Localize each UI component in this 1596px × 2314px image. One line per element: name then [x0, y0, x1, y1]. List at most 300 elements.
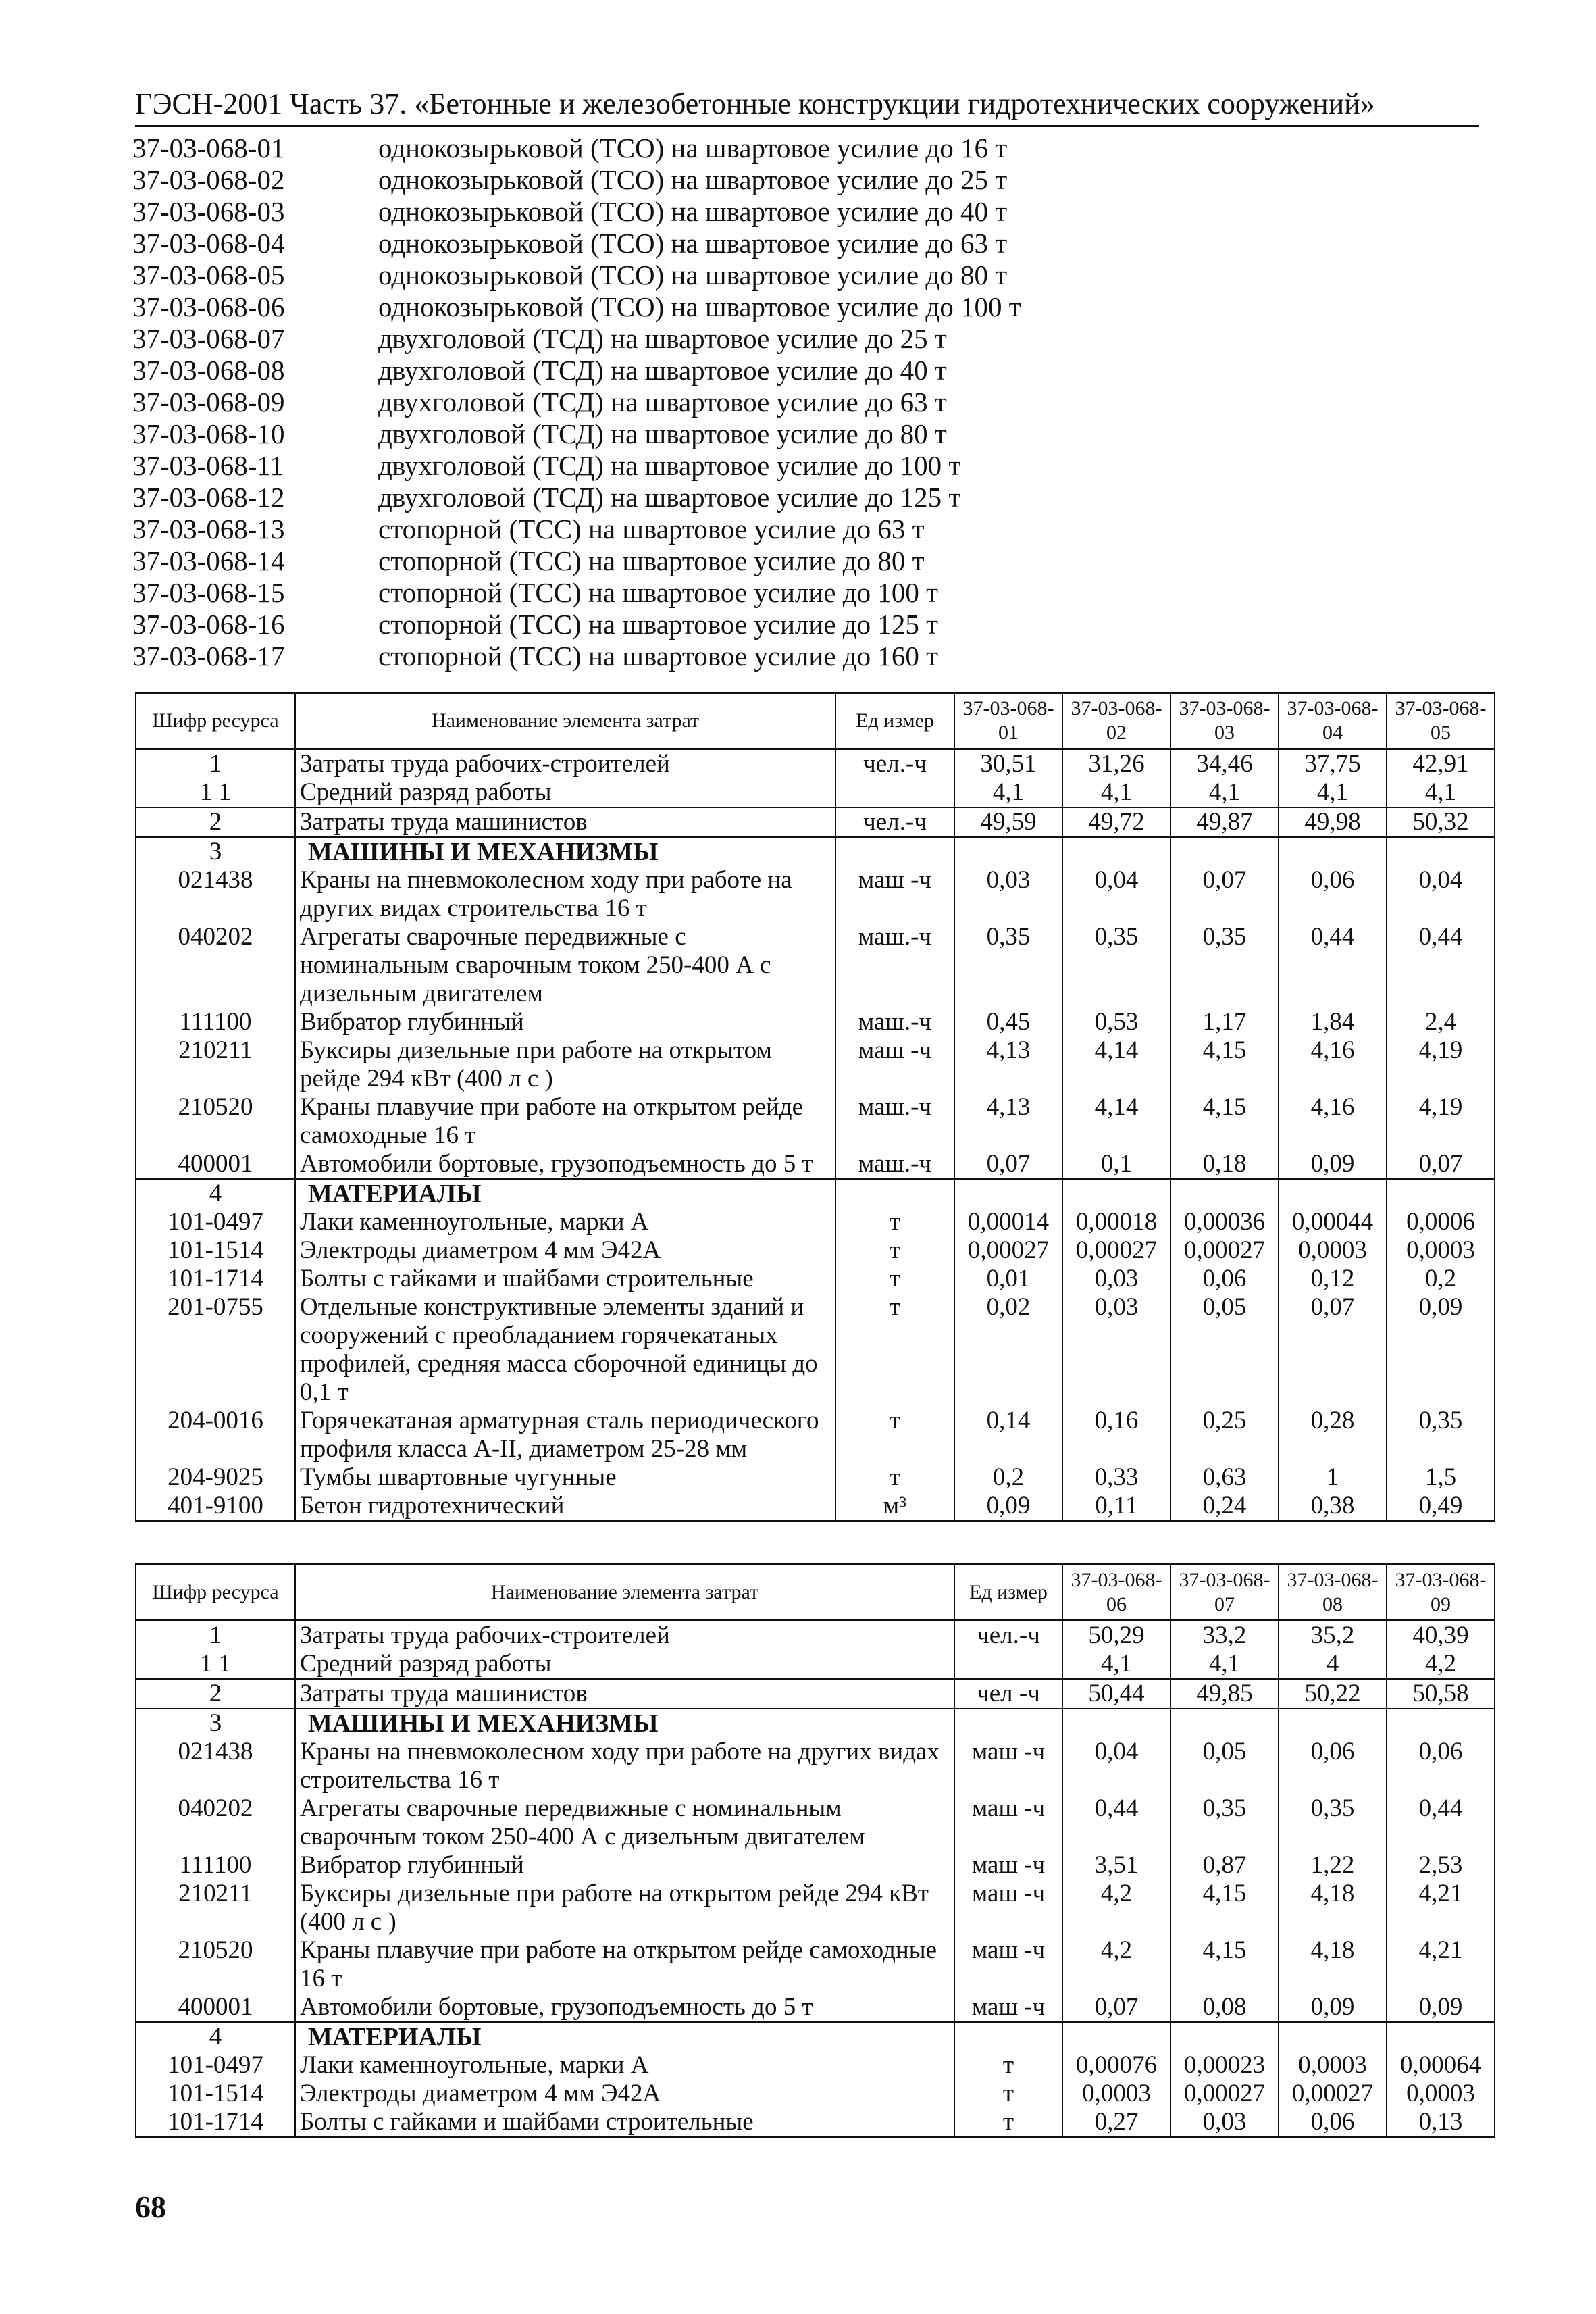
norm-value: 0,63 — [1170, 1463, 1279, 1492]
cost-element-name: МАШИНЫ И МЕХАНИЗМЫ — [295, 1709, 954, 1738]
header-norm-code: 37-03-068-05 — [1387, 693, 1495, 749]
item-code: 37-03-068-16 — [132, 609, 285, 640]
norm-value: 4,14 — [1062, 1036, 1170, 1093]
norm-value: 0,06 — [1170, 1265, 1279, 1293]
table-header-row — [136, 693, 1495, 749]
norm-value: 0,00076 — [1062, 2051, 1170, 2080]
norm-value: 0,00018 — [1062, 1208, 1170, 1236]
item-code: 37-03-068-12 — [132, 482, 285, 513]
unit-of-measure: чел.-ч — [835, 807, 954, 837]
norm-value: 0,44 — [1387, 1794, 1495, 1851]
norm-value: 4,1 — [954, 778, 1062, 807]
norm-value: 0,00036 — [1170, 1208, 1279, 1236]
item-description: стопорной (ТСС) на швартовое усилие до 100 т — [378, 577, 939, 608]
item-description: двухголовой (ТСД) на швартовое усилие до 100 т — [378, 450, 961, 481]
unit-of-measure: т — [835, 1265, 954, 1293]
cost-element-name: Лаки каменноугольные, марки А — [295, 2051, 954, 2080]
norm-value: 0,04 — [1062, 866, 1170, 923]
unit-of-measure — [954, 1709, 1062, 1738]
item-code: 37-03-068-13 — [132, 513, 285, 545]
norm-value: 4,1 — [1062, 1650, 1170, 1679]
norm-value: 4,16 — [1279, 1093, 1387, 1150]
code-list-item — [132, 228, 1483, 259]
cost-element-name: Затраты труда машинистов — [295, 807, 835, 837]
norm-value: 0,06 — [1279, 2108, 1387, 2138]
item-description: двухголовой (ТСД) на швартовое усилие до 40 т — [378, 355, 947, 386]
resource-code: 3 — [136, 837, 295, 866]
cost-element-name: Краны плавучие при работе на открытом рейде самоходные 16 т — [295, 1936, 954, 1993]
unit-of-measure: т — [954, 2080, 1062, 2108]
norm-value — [1279, 1179, 1387, 1208]
norm-value — [1387, 2022, 1495, 2051]
unit-of-measure: т — [835, 1208, 954, 1236]
item-description: двухголовой (ТСД) на швартовое усилие до 25 т — [378, 323, 947, 354]
norm-value: 2,4 — [1387, 1008, 1495, 1036]
norm-value: 0,13 — [1387, 2108, 1495, 2138]
norm-value: 0,00044 — [1279, 1208, 1387, 1236]
item-description: стопорной (ТСС) на швартовое усилие до 160 т — [378, 640, 939, 672]
table-header-row — [136, 1565, 1495, 1621]
norm-value: 0,16 — [1062, 1407, 1170, 1463]
norm-value: 4,21 — [1387, 1936, 1495, 1993]
unit-of-measure: т — [954, 2108, 1062, 2138]
unit-of-measure: маш -ч — [954, 1851, 1062, 1880]
code-list-item — [132, 418, 1483, 450]
unit-of-measure: маш.-ч — [835, 923, 954, 1008]
table-row — [136, 1463, 1495, 1492]
item-description: однокозырьковой (ТСО) на швартовое усилие до 25 т — [378, 164, 1008, 195]
item-code: 37-03-068-01 — [132, 132, 285, 164]
norm-value: 0,06 — [1387, 1738, 1495, 1794]
header-code: Шифр ресурса — [136, 693, 295, 749]
norm-value: 49,85 — [1170, 1679, 1279, 1709]
resource-code: 400001 — [136, 1993, 295, 2022]
norm-value: 50,22 — [1279, 1679, 1387, 1709]
norm-value: 49,72 — [1062, 807, 1170, 837]
norm-value: 0,07 — [1387, 1150, 1495, 1179]
table-row — [136, 1936, 1495, 1993]
item-code: 37-03-068-05 — [132, 259, 285, 291]
cost-element-name: МАШИНЫ И МЕХАНИЗМЫ — [295, 837, 835, 866]
table-row — [136, 1150, 1495, 1179]
cost-element-name: Краны на пневмоколесном ходу при работе на других видах строительства 16 т — [295, 1738, 954, 1794]
norm-value: 1,22 — [1279, 1851, 1387, 1880]
item-description: стопорной (ТСС) на швартовое усилие до 125 т — [378, 609, 939, 640]
cost-element-name: Бетон гидротехнический — [295, 1492, 835, 1521]
norm-value: 0,49 — [1387, 1492, 1495, 1521]
norm-value: 1,84 — [1279, 1008, 1387, 1036]
norm-value: 0,00027 — [1170, 1236, 1279, 1265]
table-row — [136, 1679, 1495, 1709]
norm-value: 0,06 — [1279, 1738, 1387, 1794]
table-row — [136, 2080, 1495, 2108]
page-header: ГЭСН-2001 Часть 37. «Бетонные и железобетонные конструкции гидротехнических сооружений» — [135, 86, 1479, 127]
item-code: 37-03-068-14 — [132, 545, 285, 576]
item-description: стопорной (ТСС) на швартовое усилие до 63 т — [378, 513, 925, 545]
code-list-item — [132, 164, 1483, 196]
norm-value: 35,2 — [1279, 1621, 1387, 1651]
unit-of-measure — [954, 1650, 1062, 1679]
norm-value: 0,07 — [954, 1150, 1062, 1179]
table-row — [136, 1492, 1495, 1521]
norm-value: 0,03 — [1170, 2108, 1279, 2138]
norm-value — [954, 1179, 1062, 1208]
norm-value: 0,35 — [1170, 923, 1279, 1008]
norm-value: 0,2 — [1387, 1265, 1495, 1293]
unit-of-measure: т — [835, 1293, 954, 1407]
item-description: однокозырьковой (ТСО) на швартовое усилие до 40 т — [378, 196, 1008, 227]
norm-value: 0,09 — [1279, 1993, 1387, 2022]
resource-code: 2 — [136, 807, 295, 837]
norm-value: 0,05 — [1170, 1293, 1279, 1407]
cost-element-name: Средний разряд работы — [295, 778, 835, 807]
page-number: 68 — [135, 2190, 166, 2224]
norm-value: 0,03 — [1062, 1293, 1170, 1407]
norm-value: 4,13 — [954, 1036, 1062, 1093]
section-row — [136, 1709, 1495, 1738]
norm-value — [1279, 837, 1387, 866]
norm-value: 0,0003 — [1387, 1236, 1495, 1265]
norm-value: 4,15 — [1170, 1880, 1279, 1936]
norm-value: 0,33 — [1062, 1463, 1170, 1492]
item-description: стопорной (ТСС) на швартовое усилие до 80 т — [378, 545, 925, 576]
norm-value: 0,00027 — [1062, 1236, 1170, 1265]
item-code: 37-03-068-09 — [132, 386, 285, 418]
unit-of-measure: т — [835, 1463, 954, 1492]
norm-value: 4,2 — [1062, 1936, 1170, 1993]
norm-value: 4,1 — [1387, 778, 1495, 807]
item-description: двухголовой (ТСД) на швартовое усилие до 63 т — [378, 386, 947, 418]
norm-value: 4,18 — [1279, 1936, 1387, 1993]
norm-value: 33,2 — [1170, 1621, 1279, 1651]
unit-of-measure — [954, 2022, 1062, 2051]
norm-value: 4,15 — [1170, 1093, 1279, 1150]
norm-value: 4,18 — [1279, 1880, 1387, 1936]
table-row — [136, 1208, 1495, 1236]
resource-code: 210211 — [136, 1036, 295, 1093]
resource-code: 040202 — [136, 923, 295, 1008]
resource-code: 101-1714 — [136, 2108, 295, 2138]
item-code: 37-03-068-02 — [132, 164, 285, 195]
norm-value: 0,35 — [1279, 1794, 1387, 1851]
table-row — [136, 1621, 1495, 1651]
norm-value — [1062, 2022, 1170, 2051]
table-row — [136, 749, 1495, 779]
unit-of-measure: маш -ч — [954, 1880, 1062, 1936]
norm-value — [1387, 1179, 1495, 1208]
norm-value — [1170, 837, 1279, 866]
cost-element-name: МАТЕРИАЛЫ — [295, 1179, 835, 1208]
resource-code: 210211 — [136, 1880, 295, 1936]
norm-value: 50,29 — [1062, 1621, 1170, 1651]
cost-element-name: Затраты труда рабочих-строителей — [295, 749, 835, 779]
code-list-item — [132, 577, 1483, 609]
header-norm-code: 37-03-068-02 — [1062, 693, 1170, 749]
norm-value: 0,38 — [1279, 1492, 1387, 1521]
norm-value: 0,0003 — [1387, 2080, 1495, 2108]
section-row — [136, 837, 1495, 866]
item-code: 37-03-068-03 — [132, 196, 285, 227]
cost-element-name: Краны на пневмоколесном ходу при работе на других видах строительства 16 т — [295, 866, 835, 923]
unit-of-measure: маш.-ч — [835, 1150, 954, 1179]
norm-value: 0,00027 — [954, 1236, 1062, 1265]
table-row — [136, 1738, 1495, 1794]
code-list-item — [132, 609, 1483, 640]
norm-value: 1,5 — [1387, 1463, 1495, 1492]
norm-value: 49,87 — [1170, 807, 1279, 837]
code-list-item — [132, 132, 1483, 164]
table-row — [136, 2108, 1495, 2138]
item-description: двухголовой (ТСД) на швартовое усилие до 125 т — [378, 482, 961, 513]
norm-value: 0,02 — [954, 1293, 1062, 1407]
code-list-item — [132, 640, 1483, 672]
norm-value — [1387, 837, 1495, 866]
resource-code: 400001 — [136, 1150, 295, 1179]
resource-code: 101-1514 — [136, 1236, 295, 1265]
header-name: Наименование элемента затрат — [295, 693, 835, 749]
norm-value: 0,87 — [1170, 1851, 1279, 1880]
header-code: Шифр ресурса — [136, 1565, 295, 1621]
resource-code: 021438 — [136, 866, 295, 923]
cost-element-name: Болты с гайками и шайбами строительные — [295, 2108, 954, 2138]
norm-value: 0,00014 — [954, 1208, 1062, 1236]
table-row — [136, 1236, 1495, 1265]
norm-value: 0,09 — [1279, 1150, 1387, 1179]
resource-code: 201-0755 — [136, 1293, 295, 1407]
code-list-item — [132, 513, 1483, 545]
norm-value: 0,00023 — [1170, 2051, 1279, 2080]
table-row — [136, 1036, 1495, 1093]
norm-value: 4,16 — [1279, 1036, 1387, 1093]
resource-code: 210520 — [136, 1093, 295, 1150]
table-row — [136, 1407, 1495, 1463]
norm-value: 4,19 — [1387, 1036, 1495, 1093]
norm-value: 0,44 — [1279, 923, 1387, 1008]
resource-code: 4 — [136, 2022, 295, 2051]
resource-code: 101-1714 — [136, 1265, 295, 1293]
cost-element-name: Агрегаты сварочные передвижные с номинальным сварочным током 250-400 А с дизельным двигателем — [295, 923, 835, 1008]
unit-of-measure: т — [954, 2051, 1062, 2080]
norm-value: 0,45 — [954, 1008, 1062, 1036]
cost-element-name: Тумбы швартовные чугунные — [295, 1463, 835, 1492]
code-list — [132, 132, 1483, 672]
norm-value: 4,1 — [1279, 778, 1387, 807]
code-list-item — [132, 482, 1483, 513]
table-row — [136, 1265, 1495, 1293]
norm-value: 4,15 — [1170, 1936, 1279, 1993]
norm-value: 0,09 — [1387, 1293, 1495, 1407]
cost-element-name: Горячекатаная арматурная сталь периодического профиля класса А-II, диаметром 25-28 мм — [295, 1407, 835, 1463]
unit-of-measure: м³ — [835, 1492, 954, 1521]
unit-of-measure: маш -ч — [954, 1936, 1062, 1993]
unit-of-measure: маш -ч — [954, 1794, 1062, 1851]
norm-value: 0,25 — [1170, 1407, 1279, 1463]
unit-of-measure: маш -ч — [954, 1738, 1062, 1794]
cost-element-name: Автомобили бортовые, грузоподъемность до 5 т — [295, 1150, 835, 1179]
norm-value: 42,91 — [1387, 749, 1495, 779]
norm-value: 40,39 — [1387, 1621, 1495, 1651]
norm-value: 0,27 — [1062, 2108, 1170, 2138]
norm-value: 4,2 — [1062, 1880, 1170, 1936]
norm-value: 0,00027 — [1279, 2080, 1387, 2108]
norm-value — [1170, 2022, 1279, 2051]
cost-element-name: Вибратор глубинный — [295, 1008, 835, 1036]
cost-element-name: Затраты труда машинистов — [295, 1679, 954, 1709]
item-code: 37-03-068-10 — [132, 418, 285, 449]
header-name: Наименование элемента затрат — [295, 1565, 954, 1621]
norm-value: 0,03 — [1062, 1265, 1170, 1293]
item-description: двухголовой (ТСД) на швартовое усилие до 80 т — [378, 418, 947, 449]
norm-value: 0,35 — [954, 923, 1062, 1008]
resource-code: 1 1 — [136, 778, 295, 807]
code-list-item — [132, 386, 1483, 418]
table-row — [136, 1008, 1495, 1036]
section-row — [136, 1179, 1495, 1208]
norm-value: 0,44 — [1387, 923, 1495, 1008]
norm-value: 3,51 — [1062, 1851, 1170, 1880]
table-row — [136, 1093, 1495, 1150]
norm-value: 30,51 — [954, 749, 1062, 779]
norm-value: 34,46 — [1170, 749, 1279, 779]
header-norm-code: 37-03-068-01 — [954, 693, 1062, 749]
cost-element-name: Краны плавучие при работе на открытом рейде самоходные 16 т — [295, 1093, 835, 1150]
unit-of-measure: т — [835, 1236, 954, 1265]
resource-code: 1 — [136, 749, 295, 779]
unit-of-measure — [835, 778, 954, 807]
norm-value — [1062, 1709, 1170, 1738]
resource-code: 4 — [136, 1179, 295, 1208]
cost-element-name: Средний разряд работы — [295, 1650, 954, 1679]
resource-code: 2 — [136, 1679, 295, 1709]
norm-value: 0,03 — [954, 866, 1062, 923]
norm-value — [1279, 2022, 1387, 2051]
resource-table-1 — [135, 692, 1495, 1522]
table-row — [136, 2051, 1495, 2080]
norm-value: 50,32 — [1387, 807, 1495, 837]
table-row — [136, 1650, 1495, 1679]
norm-value: 0,35 — [1170, 1794, 1279, 1851]
norm-value — [1170, 1179, 1279, 1208]
norm-value: 0,04 — [1062, 1738, 1170, 1794]
code-list-item — [132, 323, 1483, 355]
norm-value: 0,0003 — [1279, 1236, 1387, 1265]
norm-value: 4,1 — [1062, 778, 1170, 807]
norm-value: 49,98 — [1279, 807, 1387, 837]
cost-element-name: Автомобили бортовые, грузоподъемность до 5 т — [295, 1993, 954, 2022]
table-row — [136, 923, 1495, 1008]
norm-value: 4,13 — [954, 1093, 1062, 1150]
table-row — [136, 807, 1495, 837]
norm-value: 0,28 — [1279, 1407, 1387, 1463]
table-row — [136, 1851, 1495, 1880]
norm-value: 0,04 — [1387, 866, 1495, 923]
norm-value: 0,07 — [1062, 1993, 1170, 2022]
resource-code: 111100 — [136, 1851, 295, 1880]
norm-value: 0,12 — [1279, 1265, 1387, 1293]
resource-code: 101-0497 — [136, 2051, 295, 2080]
table-row — [136, 778, 1495, 807]
norm-value: 4,21 — [1387, 1880, 1495, 1936]
resource-code: 401-9100 — [136, 1492, 295, 1521]
resource-code: 204-0016 — [136, 1407, 295, 1463]
norm-value: 49,59 — [954, 807, 1062, 837]
item-description: однокозырьковой (ТСО) на швартовое усилие до 63 т — [378, 228, 1008, 259]
norm-value: 0,1 — [1062, 1150, 1170, 1179]
item-code: 37-03-068-06 — [132, 291, 285, 322]
resource-code: 111100 — [136, 1008, 295, 1036]
norm-value — [1170, 1709, 1279, 1738]
norm-value: 0,0003 — [1279, 2051, 1387, 2080]
unit-of-measure: чел.-ч — [954, 1621, 1062, 1651]
code-list-item — [132, 259, 1483, 291]
cost-element-name: Электроды диаметром 4 мм Э42А — [295, 2080, 954, 2108]
norm-value — [954, 837, 1062, 866]
item-description: однокозырьковой (ТСО) на швартовое усилие до 100 т — [378, 291, 1021, 322]
norm-value: 0,07 — [1170, 866, 1279, 923]
resource-code: 101-0497 — [136, 1208, 295, 1236]
item-code: 37-03-068-04 — [132, 228, 285, 259]
resource-code: 210520 — [136, 1936, 295, 1993]
norm-value: 0,05 — [1170, 1738, 1279, 1794]
header-unit: Ед измер — [835, 693, 954, 749]
section-row — [136, 2022, 1495, 2051]
item-code: 37-03-068-15 — [132, 577, 285, 608]
norm-value: 0,01 — [954, 1265, 1062, 1293]
norm-value: 0,0003 — [1062, 2080, 1170, 2108]
resource-code: 101-1514 — [136, 2080, 295, 2108]
cost-element-name: Буксиры дизельные при работе на открытом рейде 294 кВт (400 л с ) — [295, 1880, 954, 1936]
code-list-item — [132, 196, 1483, 228]
cost-element-name: Затраты труда рабочих-строителей — [295, 1621, 954, 1651]
norm-value: 0,53 — [1062, 1008, 1170, 1036]
resource-code: 021438 — [136, 1738, 295, 1794]
norm-value: 0,00064 — [1387, 2051, 1495, 2080]
norm-value: 4,15 — [1170, 1036, 1279, 1093]
norm-value: 4,14 — [1062, 1093, 1170, 1150]
norm-value: 0,44 — [1062, 1794, 1170, 1851]
norm-value: 0,08 — [1170, 1993, 1279, 2022]
norm-value: 0,11 — [1062, 1492, 1170, 1521]
resource-code: 1 — [136, 1621, 295, 1651]
table-row — [136, 1880, 1495, 1936]
norm-value: 0,09 — [954, 1492, 1062, 1521]
unit-of-measure: маш -ч — [835, 1036, 954, 1093]
norm-value: 0,09 — [1387, 1993, 1495, 2022]
header-norm-code: 37-03-068-04 — [1279, 693, 1387, 749]
unit-of-measure: маш.-ч — [835, 1008, 954, 1036]
unit-of-measure: маш -ч — [954, 1993, 1062, 2022]
header-norm-code: 37-03-068-08 — [1279, 1565, 1387, 1621]
norm-value: 4,2 — [1387, 1650, 1495, 1679]
unit-of-measure: маш.-ч — [835, 1093, 954, 1150]
norm-value: 50,44 — [1062, 1679, 1170, 1709]
cost-element-name: Лаки каменноугольные, марки А — [295, 1208, 835, 1236]
norm-value: 0,35 — [1387, 1407, 1495, 1463]
norm-value: 2,53 — [1387, 1851, 1495, 1880]
cost-element-name: Болты с гайками и шайбами строительные — [295, 1265, 835, 1293]
item-description: однокозырьковой (ТСО) на швартовое усилие до 16 т — [378, 132, 1008, 164]
header-norm-code: 37-03-068-09 — [1387, 1565, 1495, 1621]
cost-element-name: Вибратор глубинный — [295, 1851, 954, 1880]
unit-of-measure — [835, 1179, 954, 1208]
cost-element-name: МАТЕРИАЛЫ — [295, 2022, 954, 2051]
norm-value: 0,14 — [954, 1407, 1062, 1463]
norm-value: 1,17 — [1170, 1008, 1279, 1036]
table-row — [136, 1794, 1495, 1851]
norm-value: 0,00027 — [1170, 2080, 1279, 2108]
header-norm-code: 37-03-068-03 — [1170, 693, 1279, 749]
norm-value: 0,06 — [1279, 866, 1387, 923]
